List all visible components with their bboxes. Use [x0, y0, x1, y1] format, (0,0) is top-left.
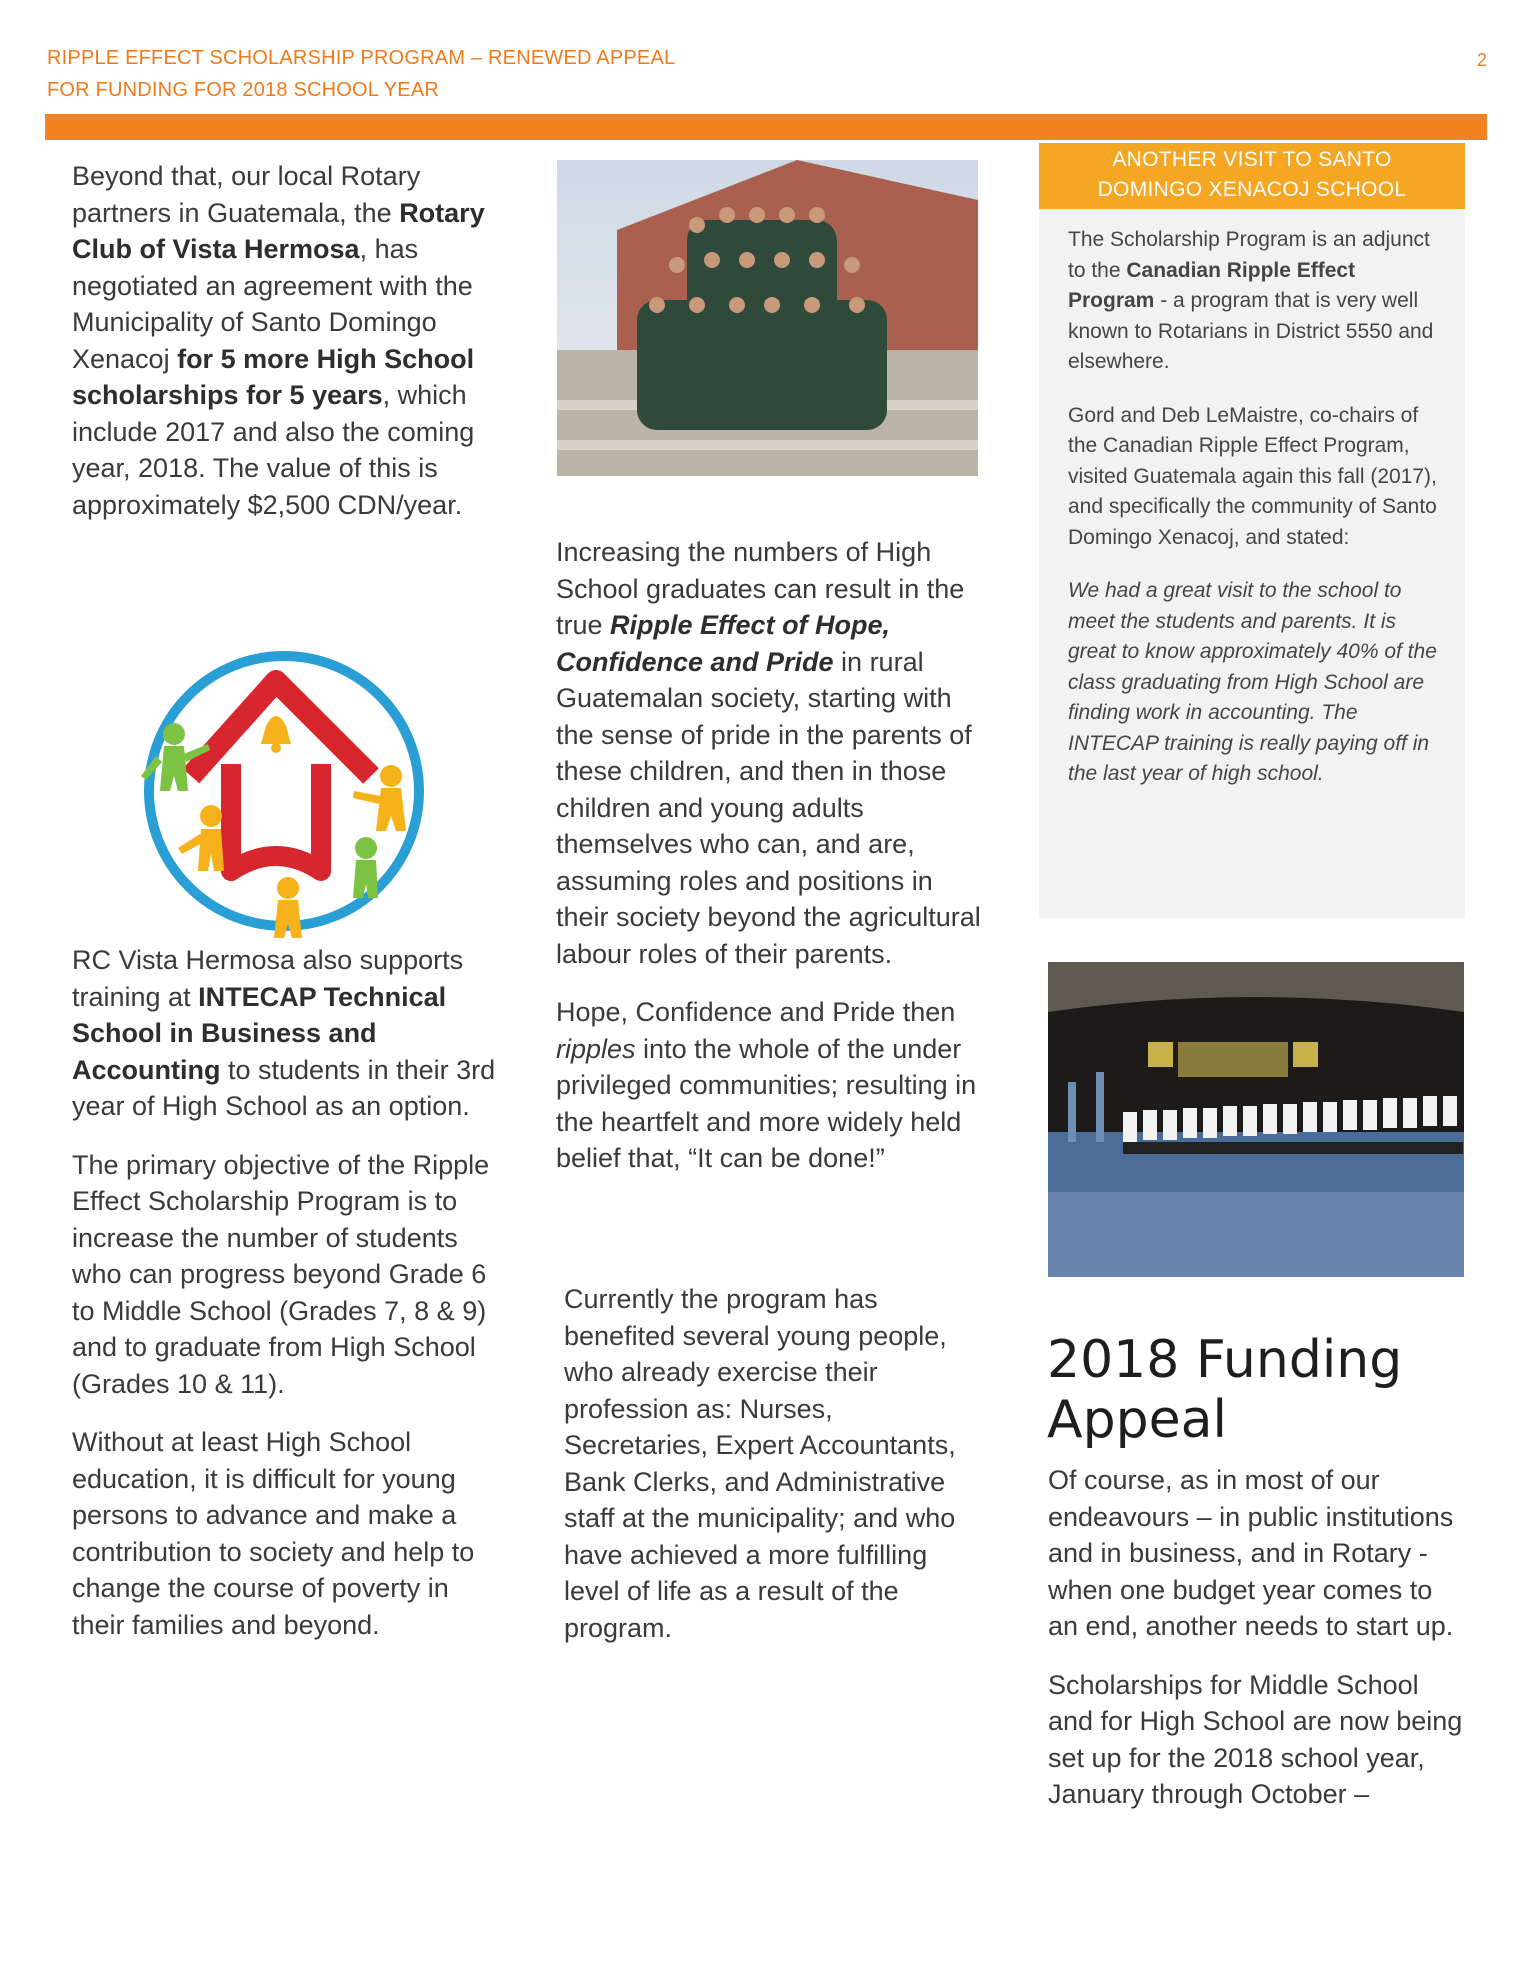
sidebar-paragraph-adjunct: The Scholarship Program is an adjunct to the Canadian Ripple Effect Program - a program that is very well known to Rotarians in District 5550 and elsewhere.	[1068, 228, 1434, 373]
header-title-line2: FOR FUNDING FOR 2018 SCHOOL YEAR	[47, 79, 440, 101]
paragraph-intecap: RC Vista Hermosa also supports training at INTECAP Technical School in Business and Accounting to students in their 3rd year of High School as an option.	[72, 945, 496, 1121]
paragraph-budget-year: Of course, as in most of our endeavours – in public institutions and in business, and in Rotary - when one budget year comes to an end, another needs to start up.	[1048, 1465, 1454, 1641]
ceremony-photo	[1048, 962, 1464, 1277]
sidebar-quote: We had a great visit to the school to meet the students and parents. It is great to know approximately 40% of the class graduating from High School are finding work in accounting. The INTECAP training is really paying off in the last year of high school.	[1068, 579, 1437, 785]
column1-bottom	[72, 942, 502, 1665]
paragraph-primary-objective: The primary objective of the Ripple Effect Scholarship Program is to increase the number of students who can progress beyond Grade 6 to Middle School (Grades 7, 8 & 9) and to graduate from High School (Grades 10 & 11).	[72, 1149, 490, 1399]
paragraph-rotary-agreement: Beyond that, our local Rotary partners in Guatemala, the Rotary Club of Vista Hermosa, has negotiated an agreement with the Municipality of Santo Domingo Xenacoj for 5 more High School scholarships for 5 years, which include 2017 and also the coming year, 2018. The value of this is approximately $2,500 CDN/year.	[72, 161, 485, 520]
sidebar-paragraph-visit: Gord and Deb LeMaistre, co-chairs of the Canadian Ripple Effect Program, visited Guatemala again this fall (2017), and specifically the community of Santo Domingo Xenacoj, and stated:	[1068, 403, 1437, 549]
sidebar-title-line1: ANOTHER VISIT TO SANTO	[1112, 148, 1392, 171]
ripple-effect-logo	[116, 626, 441, 946]
sidebar-title-line2: DOMINGO XENACOJ SCHOOL	[1097, 178, 1407, 201]
paragraph-scholarships-2018: Scholarships for Middle School and for High School are now being set up for the 2018 school year, January through October –	[1048, 1669, 1463, 1809]
graduates-photo	[557, 160, 978, 476]
page-number: 2	[1476, 50, 1487, 70]
column3-funding	[1048, 1462, 1468, 1835]
sidebar-visit	[1039, 143, 1465, 918]
paragraph-without-education: Without at least High School education, it is difficult for young persons to advance and make a contribution to society and help to change the course of poverty in their families and beyond.	[72, 1427, 475, 1640]
paragraph-ripples: Hope, Confidence and Pride then ripples into the whole of the under privileged communities; resulting in the heartfelt and more widely held belief that, “It can be done!”	[556, 997, 977, 1173]
paragraph-increasing-graduates: Increasing the numbers of High School graduates can result in the true Ripple Effect of Hope, Confidence and Pride in rural Guatemalan society, starting with the sense of pride in the parents of these children, and then in those children and young adults themselves who can, and are, assuming roles and positions in their society beyond the agricultural labour roles of their parents.	[556, 537, 981, 969]
sidebar-title	[1039, 143, 1465, 209]
header-orange-bar	[45, 114, 1487, 140]
sidebar-body	[1039, 209, 1465, 790]
column2-top	[556, 534, 986, 1199]
funding-heading: 2018 Funding Appeal	[1047, 1330, 1403, 1450]
column1-top	[72, 158, 492, 545]
header-title-line1: RIPPLE EFFECT SCHOLARSHIP PROGRAM – RENEWED APPEAL	[47, 47, 676, 69]
paragraph-program-benefited: Currently the program has benefited several young people, who already exercise their profession as: Nurses, Secretaries, Expert Accountants, Bank Clerks, and Administrative staff at the municipality; and who have achieved a more fulfilling level of life as a result of the program.	[564, 1284, 956, 1643]
column2-bottom	[564, 1281, 984, 1668]
